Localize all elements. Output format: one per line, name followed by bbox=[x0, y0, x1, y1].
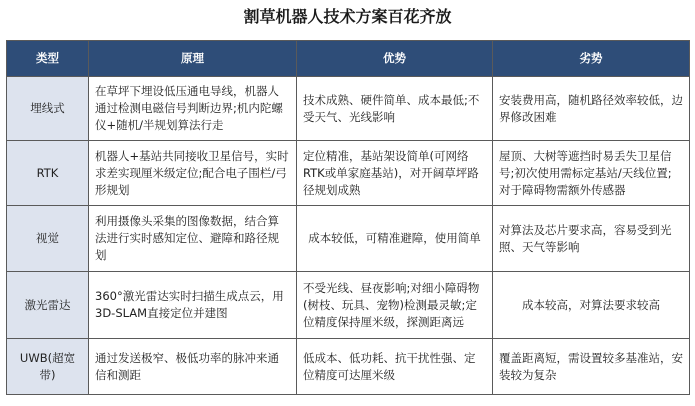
principle-cell: 360°激光雷达实时扫描生成点云，用3D-SLAM直接定位并建图 bbox=[89, 272, 297, 339]
disadvantages-cell: 成本较高，对算法要求较高 bbox=[493, 272, 690, 339]
type-cell: 激光雷达 bbox=[7, 272, 89, 339]
table-row bbox=[7, 77, 690, 141]
type-cell: UWB(超宽带) bbox=[7, 339, 89, 395]
type-cell: 埋线式 bbox=[7, 77, 89, 141]
table-row bbox=[7, 141, 690, 206]
table-row bbox=[7, 206, 690, 272]
type-cell: RTK bbox=[7, 141, 89, 206]
principle-cell: 在草坪下埋设低压通电导线，机器人通过检测电磁信号判断边界;机内陀螺仪+随机/半规划算法行走 bbox=[89, 77, 297, 141]
table-row bbox=[7, 339, 690, 395]
disadvantages-cell: 屋顶、大树等遮挡时易丢失卫星信号;初次使用需标定基站/天线位置;对于障碍物需额外传感器 bbox=[493, 141, 690, 206]
advantages-cell: 不受光线、昼夜影响;对细小障碍物(树枝、玩具、宠物)检测最灵敏;定位精度保持厘米级，探测距离远 bbox=[297, 272, 493, 339]
header-advantages: 优势 bbox=[297, 41, 493, 77]
comparison-table bbox=[6, 40, 690, 395]
principle-cell: 机器人+基站共同接收卫星信号，实时求差实现厘米级定位;配合电子围栏/弓形规划 bbox=[89, 141, 297, 206]
advantages-cell: 低成本、低功耗、抗干扰性强、定位精度可达厘米级 bbox=[297, 339, 493, 395]
type-cell: 视觉 bbox=[7, 206, 89, 272]
advantages-cell: 技术成熟、硬件简单、成本最低;不受天气、光线影响 bbox=[297, 77, 493, 141]
principle-cell: 利用摄像头采集的图像数据，结合算法进行实时感知定位、避障和路径规划 bbox=[89, 206, 297, 272]
header-principle: 原理 bbox=[89, 41, 297, 77]
disadvantages-cell: 覆盖距离短，需设置较多基准站，安装较为复杂 bbox=[493, 339, 690, 395]
table-row bbox=[7, 272, 690, 339]
advantages-cell: 定位精准，基站架设简单(可网络RTK或单家庭基站)，对开阔草坪路径规划成熟 bbox=[297, 141, 493, 206]
disadvantages-cell: 安装费用高，随机路径效率较低，边界修改困难 bbox=[493, 77, 690, 141]
header-type: 类型 bbox=[7, 41, 89, 77]
table-header-row bbox=[7, 41, 690, 77]
principle-cell: 通过发送极窄、极低功率的脉冲来通信和测距 bbox=[89, 339, 297, 395]
page-title: 割草机器人技术方案百花齐放 bbox=[243, 7, 452, 26]
advantages-cell: 成本较低，可精准避障，使用简单 bbox=[297, 206, 493, 272]
disadvantages-cell: 对算法及芯片要求高，容易受到光照、天气等影响 bbox=[493, 206, 690, 272]
header-disadvantages: 劣势 bbox=[493, 41, 690, 77]
